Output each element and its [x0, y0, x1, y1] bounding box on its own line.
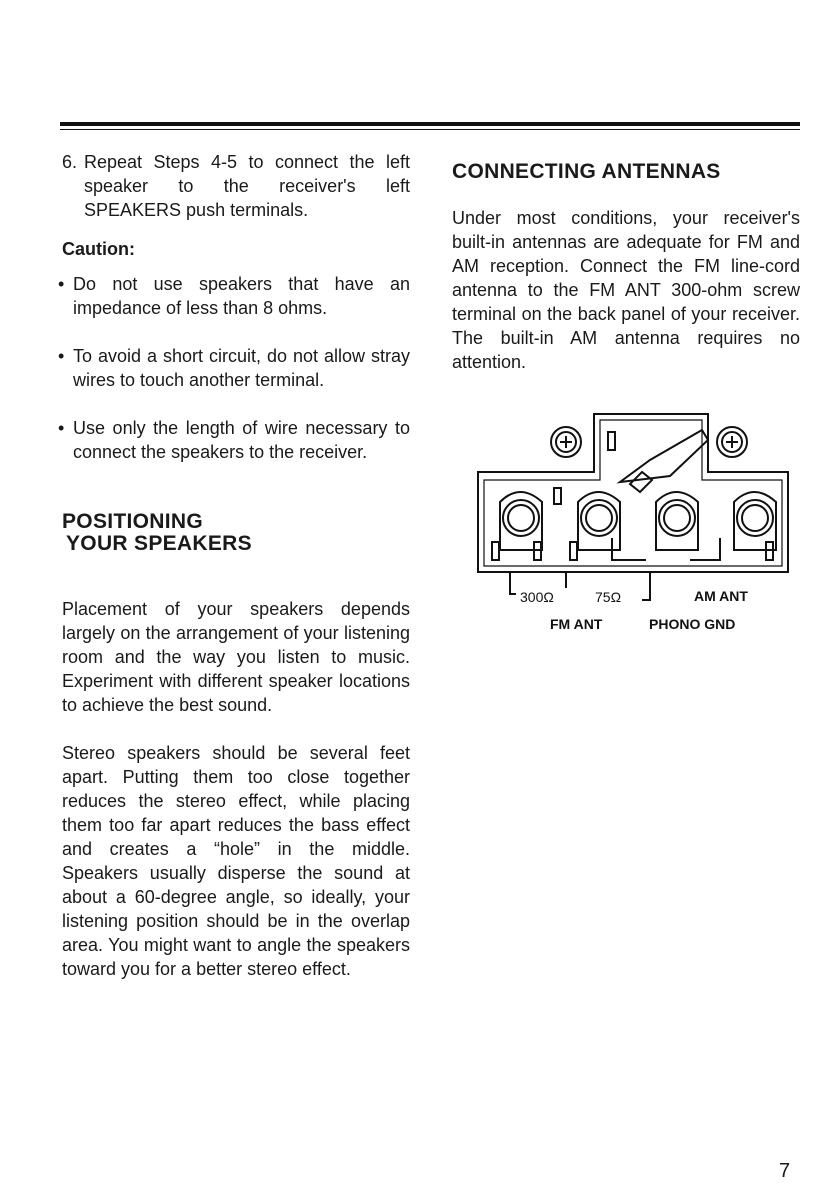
- label-am-ant: AM ANT: [694, 588, 748, 604]
- spade-lug-tip: [630, 472, 652, 492]
- right-column: [452, 150, 800, 374]
- label-phono-gnd: PHONO GND: [649, 616, 736, 632]
- spade-lug: [620, 430, 708, 482]
- positioning-heading: [62, 511, 410, 555]
- bullet-dot: •: [58, 418, 65, 438]
- positioning-paragraph-2: Stereo speakers should be several feet apart. Putting them too close together reduces the stereo effect, while placing them too far apart reduces the bass effect and creates a “hole” in the middle. Speakers usually disperse the sound at about a 60-degree angle, so ideally, your listening position should be in the overlap area. You might want to angle the speakers toward you for a better stereo effect.: [62, 743, 410, 979]
- antennas-paragraph: Under most conditions, your receiver's built-in antennas are adequate for FM and AM reception. Connect the FM line-cord antenna to the FM ANT 300-ohm screw terminal on the back panel of your receiver. The built-in AM antenna requires no attention.: [452, 208, 800, 372]
- caution-bullet-3: [58, 416, 410, 464]
- bullet-dot: •: [58, 274, 65, 294]
- label-300-ohm: 300Ω: [520, 589, 554, 605]
- step-text: Repeat Steps 4-5 to connect the left speaker to the receiver's left SPEAKERS push terminals.: [84, 152, 410, 220]
- positioning-heading-line1: POSITIONING: [62, 510, 203, 533]
- left-column: [58, 150, 410, 981]
- mounting-screw-left-icon: [551, 427, 581, 457]
- slot: [608, 432, 615, 450]
- antenna-terminal-diagram: [470, 410, 800, 635]
- header-rule-thin: [60, 129, 800, 130]
- bullet-text: Do not use speakers that have an impedance of less than 8 ohms.: [73, 274, 410, 318]
- terminal-screw-2-icon: [578, 492, 620, 550]
- step-6: [62, 150, 410, 222]
- antennas-heading: CONNECTING ANTENNAS: [452, 160, 721, 183]
- positioning-heading-line2: YOUR SPEAKERS: [66, 532, 252, 555]
- callout-300: [510, 572, 516, 594]
- bullet-text: To avoid a short circuit, do not allow stray wires to touch another terminal.: [73, 346, 410, 390]
- bullet-dot: •: [58, 346, 65, 366]
- label-75-ohm: 75Ω: [595, 589, 622, 605]
- bullet-text: Use only the length of wire necessary to connect the speakers to the receiver.: [73, 418, 410, 462]
- caution-bullet-1: [58, 272, 410, 320]
- positioning-paragraph-1: Placement of your speakers depends largely on the arrangement of your listening room and the way you listen to music. Experiment with different speaker locations to achieve the best sound.: [62, 599, 410, 715]
- caution-bullet-2: [58, 344, 410, 392]
- page-number: 7: [779, 1160, 791, 1182]
- label-fm-ant: FM ANT: [550, 616, 603, 632]
- step-number: 6.: [62, 152, 78, 172]
- caution-heading: Caution:: [62, 239, 135, 259]
- mounting-screw-right-icon: [717, 427, 747, 457]
- terminal-screw-3-icon: [656, 492, 698, 550]
- header-rule-thick: [60, 122, 800, 126]
- callout-75-end: [642, 572, 650, 600]
- slot: [554, 488, 561, 504]
